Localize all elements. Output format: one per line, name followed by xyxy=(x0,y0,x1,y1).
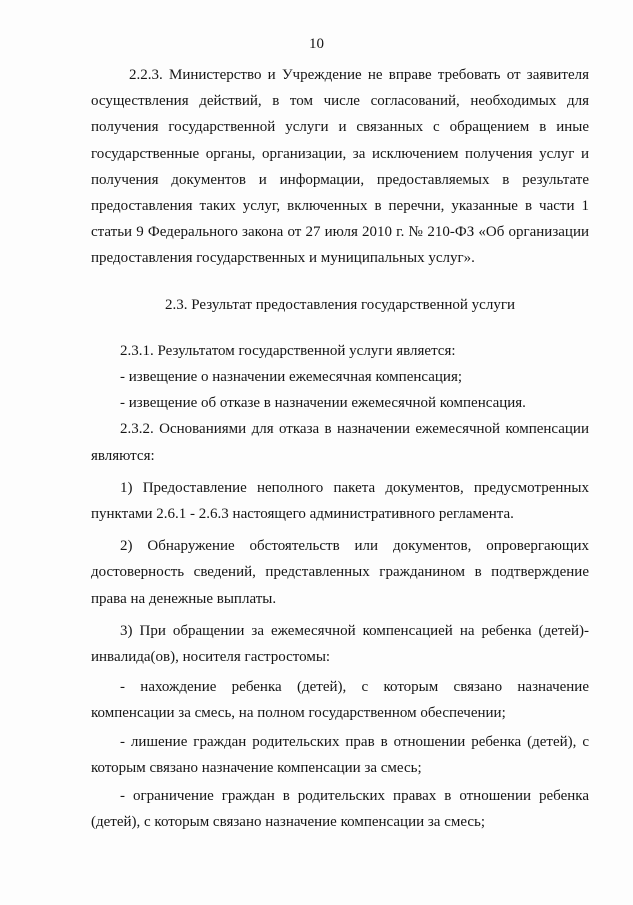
paragraph-2-3-2: 2.3.2. Основаниями для отказа в назначении ежемесячной компенсации являются: xyxy=(91,421,589,464)
refusal-subreason-2: - лишение граждан родительских прав в отношении ребенка (детей), с которым связано назначение компенсации за смесь; xyxy=(91,733,589,776)
result-item-assignment: - извещение о назначении ежемесячная компенсация; xyxy=(120,369,463,386)
refusal-subreason-1: - нахождение ребенка (детей), с которым связано назначение компенсации за смесь, на полном государственном обеспечении; xyxy=(91,679,589,722)
paragraph-2-3-1: 2.3.1. Результатом государственной услуги является: xyxy=(120,342,456,359)
document-body xyxy=(91,62,589,835)
result-item-refusal: - извещение об отказе в назначении ежемесячной компенсация. xyxy=(120,395,526,412)
refusal-subreason-3: - ограничение граждан в родительских правах в отношении ребенка (детей), с которым связано назначение компенсации за смесь; xyxy=(91,788,589,831)
page-number: 10 xyxy=(309,36,324,52)
section-heading-2-3: 2.3. Результат предоставления государственной услуги xyxy=(164,296,515,313)
refusal-reason-2: 2) Обнаружение обстоятельств или документов, опровергающих достоверность сведений, представленных гражданином в подтверждение права на денежные выплаты. xyxy=(91,538,589,607)
paragraph-2-2-3: 2.2.3. Министерство и Учреждение не вправе требовать от заявителя осуществления действий, в том числе согласований, необходимых для получения государственной услуги и связанных с обращением в иные государственные органы, организации, за исключением получения услуг и получения документов и информации, предоставляемых в результате предоставления таких услуг, включенных в перечни, указанные в части 1 статьи 9 Федерального закона от 27 июля 2010 г. № 210-ФЗ «Об организации предоставления государственных и муниципальных услуг». xyxy=(91,67,589,267)
refusal-reason-1: 1) Предоставление неполного пакета документов, предусмотренных пунктами 2.6.1 - 2.6.3 настоящего административного регламента. xyxy=(91,479,589,523)
refusal-reason-3: 3) При обращении за ежемесячной компенсацией на ребенка (детей)-инвалида(ов), носителя гастростомы: xyxy=(91,622,589,666)
